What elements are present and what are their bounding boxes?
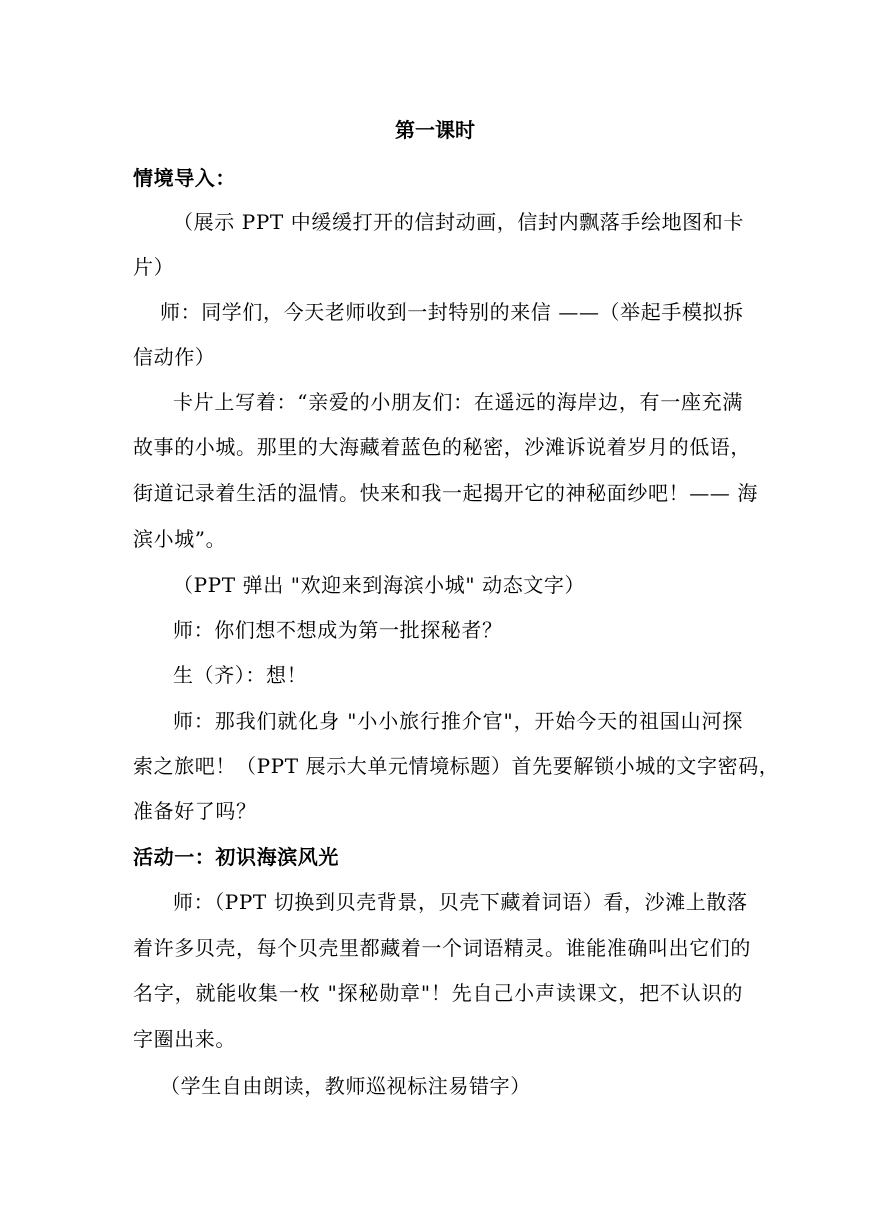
page-title: 第一课时	[395, 118, 475, 142]
paragraph-line: 字圈出来。	[133, 1027, 236, 1051]
paragraph-line: （学生自由朗读，教师巡视标注易错字）	[160, 1074, 531, 1098]
paragraph-line: 准备好了吗？	[133, 799, 257, 823]
paragraph-line: 索之旅吧！（PPT 展示大单元情境标题）首先要解锁小城的文字密码，	[133, 754, 780, 778]
paragraph-line: （展示 PPT 中缓缓打开的信封动画，信封内飘落手绘地图和卡	[173, 210, 744, 234]
paragraph-line: 师：那我们就化身 "小小旅行推介官"，开始今天的祖国山河探	[173, 709, 743, 733]
paragraph-line: 片）	[133, 255, 175, 279]
paragraph-line: 着许多贝壳，每个贝壳里都藏着一个词语精灵。谁能准确叫出它们的	[133, 936, 751, 960]
section-heading-activity-one: 活动一：初识海滨风光	[133, 845, 339, 869]
paragraph-line: 滨小城”。	[133, 527, 227, 551]
paragraph-line: 信动作）	[133, 345, 216, 369]
paragraph-line: 生（齐）：想！	[173, 663, 308, 687]
paragraph-line: 街道记录着生活的温情。快来和我一起揭开它的神秘面纱吧！—— 海	[133, 481, 758, 505]
paragraph-line: 师：同学们，今天老师收到一封特别的来信 ——（举起手模拟拆	[160, 300, 744, 324]
paragraph-line: 故事的小城。那里的大海藏着蓝色的秘密，沙滩诉说着岁月的低语，	[133, 435, 751, 459]
section-heading-intro: 情境导入：	[133, 166, 236, 190]
paragraph-line: 师：（PPT 切换到贝壳背景，贝壳下藏着词语）看，沙滩上散落	[173, 890, 748, 914]
paragraph-line: （PPT 弹出 "欢迎来到海滨小城" 动态文字）	[173, 573, 586, 597]
paragraph-line: 卡片上写着：“亲爱的小朋友们：在遥远的海岸边，有一座充满	[173, 390, 743, 414]
paragraph-line: 名字，就能收集一枚 "探秘勋章"！先自己小声读课文，把不认识的	[133, 981, 743, 1005]
paragraph-line: 师：你们想不想成为第一批探秘者？	[173, 618, 503, 642]
